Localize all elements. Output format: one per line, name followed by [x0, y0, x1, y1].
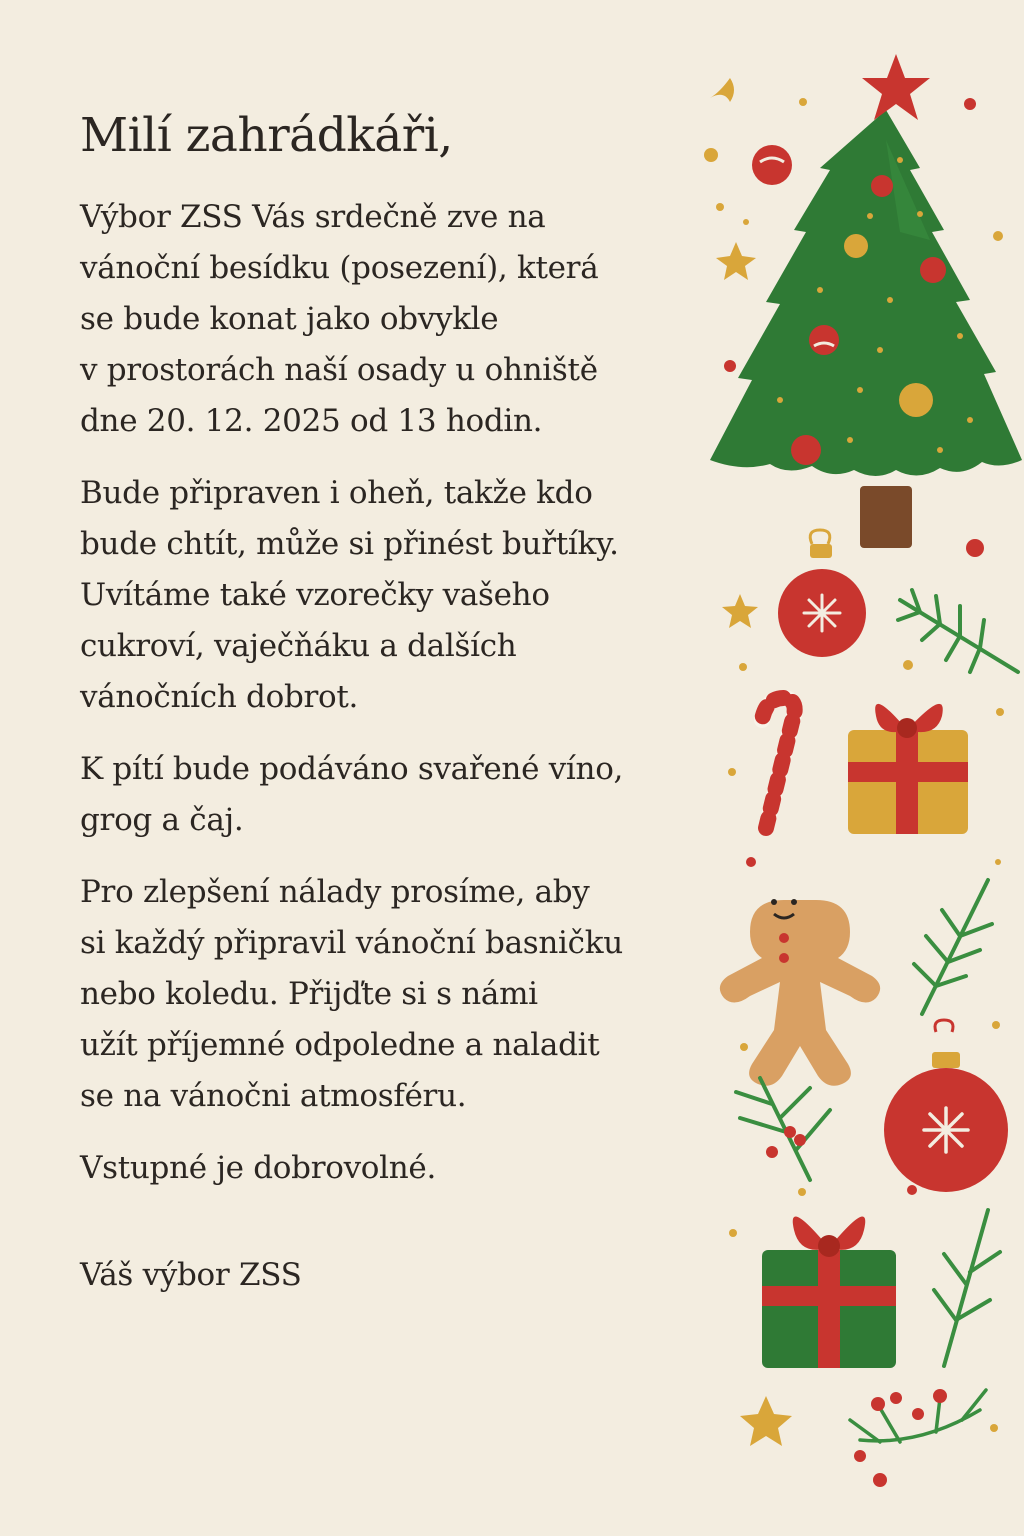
paragraph-food — [80, 468, 710, 723]
text-line: Uvítáme také vzorečky vašeho — [80, 577, 550, 614]
candy-cane-icon — [762, 698, 795, 828]
christmas-tree — [710, 54, 1022, 548]
holly-berries-icon — [736, 1078, 830, 1180]
ornament-icon — [884, 1020, 1008, 1192]
star-icon — [716, 242, 756, 280]
text-line: užít příjemné odpoledne a naladit — [80, 1027, 600, 1064]
snowflake-icon — [804, 595, 840, 631]
sparkle-icon — [710, 78, 734, 102]
snowflake-icon — [924, 1108, 968, 1152]
text-line: vánočních dobrot. — [80, 679, 359, 716]
text-line: nebo koledu. Přijďte si s námi — [80, 976, 538, 1013]
text-line: cukroví, vaječňáku a dalších — [80, 628, 517, 665]
text-line: se bude konat jako obvykle — [80, 301, 499, 338]
text-line: K pítí bude podáváno svařené víno, — [80, 751, 624, 788]
gingerbread-man-icon — [720, 899, 880, 1086]
ornament-icon — [778, 530, 866, 657]
fir-branch-icon — [914, 880, 992, 1014]
star-icon — [740, 1396, 792, 1446]
paragraph-drinks — [80, 744, 710, 846]
star-icon — [722, 594, 758, 628]
fir-branch-icon — [898, 590, 1018, 672]
paragraph-mood — [80, 867, 710, 1122]
fir-branch-icon — [934, 1210, 1000, 1366]
text-line: dne 20. 12. 2025 od 13 hodin. — [80, 403, 543, 440]
text-line: Pro zlepšení nálady prosíme, aby — [80, 874, 590, 911]
gift-icon — [762, 1217, 896, 1368]
text-line: bude chtít, může si přinést buřtíky. — [80, 526, 619, 563]
star-icon — [862, 54, 930, 120]
text-line: Bude připraven i oheň, takže kdo — [80, 475, 593, 512]
holly-berries-icon — [850, 1389, 986, 1487]
text-line: si každý připravil vánoční basničku — [80, 925, 623, 962]
signature: Váš výbor ZSS — [80, 1257, 302, 1294]
text-line: Vstupné je dobrovolné. — [80, 1150, 437, 1187]
text-line: v prostorách naší osady u ohniště — [80, 352, 598, 389]
gift-icon — [848, 704, 968, 834]
christmas-decorations — [700, 0, 1024, 1536]
text-line: vánoční besídku (posezení), která — [80, 250, 599, 287]
paragraph-invitation — [80, 192, 710, 447]
paragraph-entry — [80, 1143, 710, 1194]
ornament-icon — [752, 145, 792, 185]
text-line: Výbor ZSS Vás srdečně zve na — [80, 199, 546, 236]
text-line: grog a čaj. — [80, 802, 244, 839]
invitation-letter — [80, 108, 710, 1301]
greeting: Milí zahrádkáři, — [80, 108, 453, 163]
text-line: se na vánočni atmosféru. — [80, 1078, 467, 1115]
